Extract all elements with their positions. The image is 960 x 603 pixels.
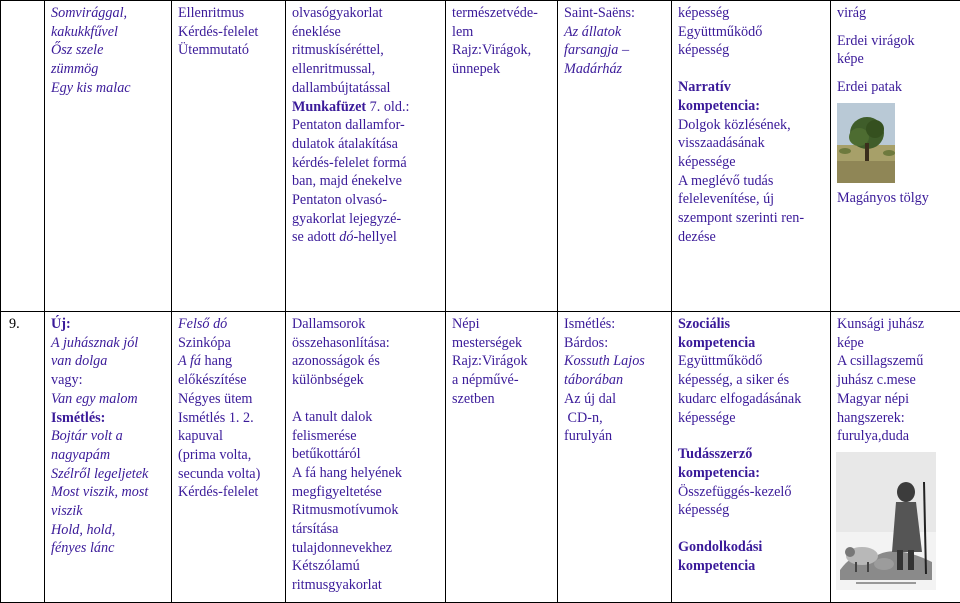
activity-line: megfigyeltetése xyxy=(292,483,439,502)
songs-cell xyxy=(45,312,172,603)
link-line: mesterségek xyxy=(452,334,551,353)
song-title: van dolga xyxy=(51,352,165,371)
activity-line: Ritmusmotívumok xyxy=(292,501,439,520)
activity-line: A fá hang helyének xyxy=(292,464,439,483)
link-line: Népi xyxy=(452,315,551,334)
activity-line: betűkottáról xyxy=(292,445,439,464)
competence-line: A meglévő tudás xyxy=(678,172,824,191)
song-title: Hold, hold, xyxy=(51,521,165,540)
song-title: fényes lánc xyxy=(51,539,165,558)
competence-line: képesség xyxy=(678,501,824,520)
activities-cell xyxy=(286,1,446,312)
skills-cell xyxy=(172,1,286,312)
listening-title: táborában xyxy=(564,371,665,390)
composer-label: Saint-Saëns: xyxy=(564,4,665,23)
or-label: vagy: xyxy=(51,371,165,390)
songs-cell xyxy=(45,1,172,312)
activity-line: Pentaton olvasó- xyxy=(292,191,439,210)
visual-line: Erdei patak xyxy=(837,78,955,97)
activity-line: éneklése xyxy=(292,23,439,42)
song-title: Egy kis malac xyxy=(51,79,165,98)
competence-line: dezése xyxy=(678,228,824,247)
shepherd-engraving xyxy=(836,452,936,590)
activity-line: A tanult dalok xyxy=(292,408,439,427)
link-line: szetben xyxy=(452,390,551,409)
activity-line: tulajdonnevekhez xyxy=(292,539,439,558)
listening-line: Ismétlés: xyxy=(564,315,665,334)
skill-item: kapuval xyxy=(178,427,279,446)
visual-cell xyxy=(831,1,960,312)
song-title: Most viszik, most xyxy=(51,483,165,502)
link-line: ünnepek xyxy=(452,60,551,79)
competence-line: Összefüggés-kezelő xyxy=(678,483,824,502)
competence-title: kompetencia xyxy=(678,334,824,353)
link-line: a népművé- xyxy=(452,371,551,390)
competence-line: képessége xyxy=(678,409,824,428)
oak-tree-photo xyxy=(837,103,895,183)
links-cell xyxy=(446,1,558,312)
listening-title: Madárház xyxy=(564,60,665,79)
activity-line: Dallamsorok xyxy=(292,315,439,334)
activity-line: azonosságok és xyxy=(292,352,439,371)
listening-line: furulyán xyxy=(564,427,665,446)
activity-line: gyakorlat lejegyzé- xyxy=(292,210,439,229)
song-title: nagyapám xyxy=(51,446,165,465)
competence-line: Együttműködő xyxy=(678,352,824,371)
skill-item: secunda volta) xyxy=(178,465,279,484)
visual-line: juhász c.mese xyxy=(837,371,955,390)
activity-line: Pentaton dallamfor- xyxy=(292,116,439,135)
activities-cell xyxy=(286,312,446,603)
song-title: zümmög xyxy=(51,60,165,79)
competence-title: Gondolkodási xyxy=(678,538,824,557)
visual-line: A csillagszemű xyxy=(837,352,955,371)
skill-item: előkészítése xyxy=(178,371,279,390)
competence-title: kompetencia xyxy=(678,557,824,576)
skill-item: Ütemmutató xyxy=(178,41,279,60)
song-title: Bojtár volt a xyxy=(51,427,165,446)
visual-line: Magyar népi xyxy=(837,390,955,409)
competence-title: Tudásszerző xyxy=(678,445,824,464)
competence-line: Dolgok közlésének, xyxy=(678,116,824,135)
competence-title: kompetencia: xyxy=(678,464,824,483)
link-line: Rajz:Virágok xyxy=(452,352,551,371)
listening-title: Kossuth Lajos xyxy=(564,352,665,371)
skill-item: Ellenritmus xyxy=(178,4,279,23)
song-title: A juhásznak jól xyxy=(51,334,165,353)
competence-cell xyxy=(672,1,831,312)
skill-item: Kérdés-felelet xyxy=(178,23,279,42)
activity-line: felismerése xyxy=(292,427,439,446)
competence-line: szempont szerinti ren- xyxy=(678,209,824,228)
activity-line xyxy=(292,98,439,117)
skill-item: A fá hang xyxy=(178,352,279,371)
skill-item: Szinkópa xyxy=(178,334,279,353)
workbook-label: Munkafüzet xyxy=(292,99,366,115)
visual-line: hangszerek: xyxy=(837,409,955,428)
skills-cell xyxy=(172,312,286,603)
link-line: lem xyxy=(452,23,551,42)
competence-title: kompetencia: xyxy=(678,97,824,116)
competence-line: visszaadásának xyxy=(678,134,824,153)
listening-line: Az új dal xyxy=(564,390,665,409)
visual-line: virág xyxy=(837,4,955,23)
listening-title: Az állatok xyxy=(564,23,665,42)
activity-line: se adott dó-hellyel xyxy=(292,228,439,247)
listening-cell xyxy=(558,1,672,312)
skill-item: Kérdés-felelet xyxy=(178,483,279,502)
visual-line: Kunsági juhász xyxy=(837,315,955,334)
competence-line: képesség xyxy=(678,4,824,23)
row-number-cell xyxy=(1,312,45,603)
composer-label: Bárdos: xyxy=(564,334,665,353)
song-title: viszik xyxy=(51,502,165,521)
activity-line: kérdés-felelet formá xyxy=(292,154,439,173)
competence-line: kudarc elfogadásának xyxy=(678,390,824,409)
photo-caption: Magányos tölgy xyxy=(837,189,955,208)
table-row xyxy=(1,1,960,312)
visual-line: képe xyxy=(837,50,955,69)
competence-line: képesség, a siker és xyxy=(678,371,824,390)
competence-title: Szociális xyxy=(678,315,824,334)
activity-line: ellenritmussal, xyxy=(292,60,439,79)
competence-line: képesség xyxy=(678,41,824,60)
row-number-cell xyxy=(1,1,45,312)
skill-item: Négyes ütem xyxy=(178,390,279,409)
competence-line: Együttműködő xyxy=(678,23,824,42)
competence-cell xyxy=(672,312,831,603)
song-title: Somvirággal, xyxy=(51,4,165,23)
workbook-ref: 7. old.: xyxy=(366,99,409,115)
review-label: Ismétlés: xyxy=(51,409,165,428)
activity-line: Kétszólamú xyxy=(292,557,439,576)
listening-line: CD-n, xyxy=(564,409,665,428)
visual-line: Erdei virágok xyxy=(837,32,955,51)
competence-line: felelevenítése, új xyxy=(678,190,824,209)
skill-item: Ismétlés 1. 2. xyxy=(178,409,279,428)
song-title: Ősz szele xyxy=(51,41,165,60)
table-row xyxy=(1,312,960,603)
activity-line: társítása xyxy=(292,520,439,539)
activity-line: ban, majd énekelve xyxy=(292,172,439,191)
song-title: kakukkfűvel xyxy=(51,23,165,42)
listening-cell xyxy=(558,312,672,603)
activity-line: dulatok átalakítása xyxy=(292,135,439,154)
activity-line: dallambújtatással xyxy=(292,79,439,98)
new-label: Új: xyxy=(51,315,165,334)
activity-line: különbségek xyxy=(292,371,439,390)
link-line: természetvéde- xyxy=(452,4,551,23)
activity-line: olvasógyakorlat xyxy=(292,4,439,23)
activity-line: összehasonlítása: xyxy=(292,334,439,353)
song-title: Van egy malom xyxy=(51,390,165,409)
skill-item: (prima volta, xyxy=(178,446,279,465)
competence-title: Narratív xyxy=(678,78,824,97)
activity-line: ritmuskíséréttel, xyxy=(292,41,439,60)
link-line: Rajz:Virágok, xyxy=(452,41,551,60)
competence-line: képessége xyxy=(678,153,824,172)
links-cell xyxy=(446,312,558,603)
skill-item: Felső dó xyxy=(178,315,279,334)
row-number: 9. xyxy=(9,316,20,332)
listening-title: farsangja – xyxy=(564,41,665,60)
activity-line: ritmusgyakorlat xyxy=(292,576,439,595)
visual-line: furulya,duda xyxy=(837,427,955,446)
song-title: Szélről legeljetek xyxy=(51,465,165,484)
visual-line: képe xyxy=(837,334,955,353)
